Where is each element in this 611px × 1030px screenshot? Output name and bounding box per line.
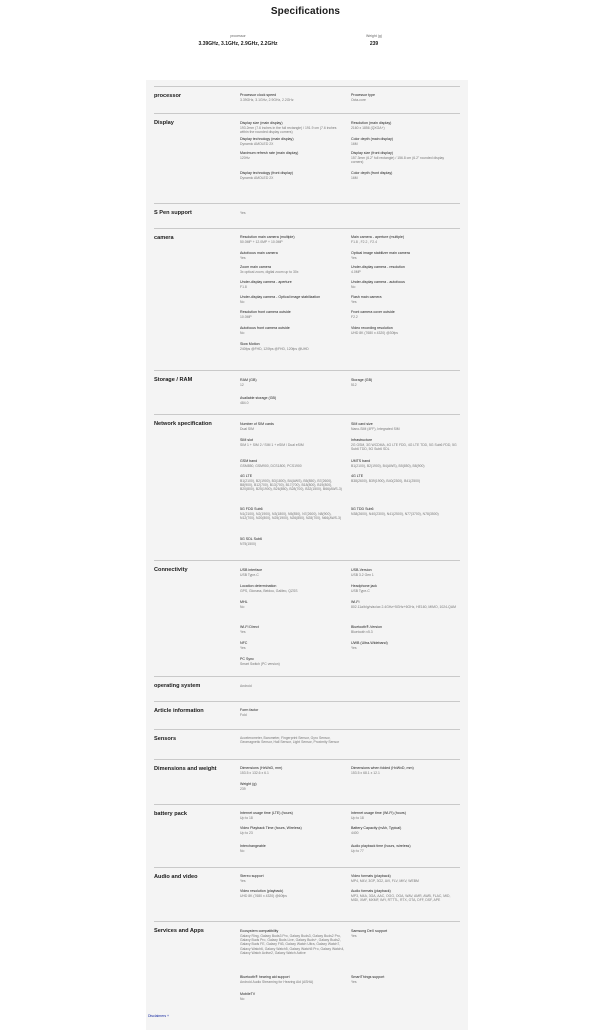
spec-item (240, 584, 346, 593)
spec-value: Dynamic AMOLED 2X (240, 175, 274, 180)
spec-label: Storage (GB) (351, 378, 373, 382)
spec-label: Weight (g) (240, 782, 257, 786)
summary-value: 239 (369, 41, 379, 47)
spec-category (154, 113, 460, 204)
spec-label: Under-display camera - Optical image stabilization (240, 295, 321, 299)
spec-item (351, 251, 457, 260)
spec-value: No (240, 330, 245, 335)
spec-label: Autofocus front camera outside (240, 326, 290, 330)
spec-item (240, 151, 346, 160)
spec-item (240, 600, 346, 609)
spec-label: Wi-Fi Direct (240, 625, 259, 629)
spec-label: Autofocus main camera (240, 251, 278, 255)
spec-label: Color depth (front display) (351, 171, 393, 175)
spec-value: Up to 77 (351, 848, 364, 853)
spec-panel (146, 80, 468, 1030)
spec-value: 50.0MP + 12.0MP + 10.0MP (240, 239, 283, 244)
spec-value: 153.5 x 132.6 x 6.1 (240, 770, 269, 775)
spec-item (240, 929, 346, 956)
spec-value: SIM 1 + SIM 2 / SIM 1 + eSIM / Dual eSIM (240, 442, 304, 447)
spec-item (240, 975, 346, 984)
spec-label: 5G SDL Sub6 (240, 537, 263, 541)
summary-bar (0, 34, 611, 64)
spec-value: Smart Switch (PC version) (240, 661, 280, 666)
spec-category (154, 804, 460, 868)
spec-item (351, 641, 457, 650)
spec-value: USB Type-C (351, 588, 370, 593)
spec-item (240, 171, 346, 180)
spec-item (351, 280, 457, 289)
category-title: Audio and video (154, 874, 198, 880)
spec-item (351, 507, 457, 516)
spec-label: NFC (240, 641, 248, 645)
spec-label: Bluetooth® hearing aid support (240, 975, 290, 979)
spec-label: Slow Motion (240, 342, 260, 346)
spec-label: Dimensions (HxWxD, mm) (240, 766, 283, 770)
spec-item (240, 657, 346, 666)
spec-value: Up to 18 (240, 815, 253, 820)
spec-label: SIM slot (240, 438, 253, 442)
spec-label: Video formats (playback) (351, 874, 391, 878)
spec-label: UWB (Ultra-Wideband) (351, 641, 388, 645)
spec-value: Yes (240, 878, 246, 883)
category-title: Sensors (154, 736, 177, 742)
category-title: Display (154, 120, 174, 126)
spec-label: USB-Version (351, 568, 372, 572)
spec-item (351, 438, 457, 451)
spec-value: 12 (240, 382, 244, 387)
spec-item (351, 584, 457, 593)
category-title: Connectivity (154, 567, 188, 573)
spec-item (240, 251, 346, 260)
spec-value: Android (240, 684, 252, 688)
spec-value: Octa-core (351, 97, 366, 102)
spec-item (240, 736, 346, 745)
spec-value: Up to 23 (240, 830, 253, 835)
spec-category (154, 203, 460, 229)
spec-item (240, 844, 346, 853)
category-title: Storage / RAM (154, 377, 193, 383)
spec-value: Yes (351, 933, 357, 938)
spec-item (240, 211, 346, 215)
spec-item (240, 310, 346, 319)
spec-value: Yes (240, 255, 246, 260)
spec-item (240, 438, 346, 447)
spec-item (240, 378, 346, 387)
spec-value: No (351, 284, 356, 289)
spec-label: 4G LTE (240, 474, 253, 478)
spec-value: Yes (351, 645, 357, 650)
spec-value: UHD 8K (7680 x 4320) @30fps (351, 330, 398, 335)
spec-category (154, 759, 460, 805)
spec-label: Under-display camera - aperture (240, 280, 292, 284)
spec-value: 802.11a/b/g/n/ac/ax 2.4GHz+5GHz+6GHz, HE160, MIMO, 1024-QAM (351, 604, 456, 609)
spec-item (240, 889, 346, 898)
spec-item (351, 625, 457, 634)
spec-label: MobileTV (240, 992, 256, 996)
spec-label: Processor type (351, 93, 375, 97)
spec-value: B1(2100), B2(1900), B3(1800), B4(AWS), B5(850), B7(2600), B8(900), B12(700), B13(700), B17(700), B18(800), B19(800), B20(800), B25(1900), B26(850), B28(700), B32(1500), B66(AWS-3) (240, 478, 342, 492)
spec-item (240, 826, 346, 835)
spec-item (240, 235, 346, 244)
spec-value: No (240, 299, 245, 304)
spec-value: GPS, Glonass, Beidou, Galileo, QZSS (240, 588, 298, 593)
spec-item (351, 137, 457, 146)
spec-label: Ecosystem compatibility (240, 929, 279, 933)
spec-item (240, 507, 346, 520)
spec-label: Interchangeable (240, 844, 266, 848)
spec-value: B1(2100), B2(1900), B4(AWS), B5(850), B8(900) (351, 463, 425, 468)
spec-category (154, 560, 460, 677)
spec-item (351, 151, 457, 164)
spec-label: Video resolution (playback) (240, 889, 284, 893)
spec-item (351, 265, 457, 274)
category-title: Network specification (154, 421, 212, 427)
spec-value: Yes (351, 299, 357, 304)
spec-label: SIM card size (351, 422, 373, 426)
spec-label: Dimensions when folded (HxWxD, mm) (351, 766, 414, 770)
spec-value: MP3, M4A, 3GA, AAC, OGG, OGA, WAV, AMR, AWB, FLAC, MID, MIDI, XMF, MXMF, IMY, RTTTL, RTX, OTA, DFF, DSF, APE (351, 893, 451, 902)
spec-item (240, 708, 346, 717)
spec-category (154, 414, 460, 561)
spec-category (154, 701, 460, 730)
spec-item (240, 766, 346, 775)
spec-label: 5G TDD Sub6 (351, 507, 374, 511)
category-title: Article information (154, 708, 204, 714)
spec-label: Optical image stabilizer main camera (351, 251, 410, 255)
spec-item (240, 537, 346, 546)
spec-value: MP4, M4V, 3GP, 3G2, AVI, FLV, MKV, WEBM (351, 878, 419, 883)
spec-label: PC Sync (240, 657, 254, 661)
spec-item (351, 459, 457, 468)
spec-label: Internet usage time (Wi-Fi) (hours) (351, 811, 406, 815)
spec-label: Front camera cover outside (351, 310, 395, 314)
spec-label: Audio formats (playback) (351, 889, 391, 893)
spec-item (351, 474, 457, 483)
spec-value: Android Audio Streaming for Hearing Aid (ASHA) (240, 979, 314, 984)
spec-value: Yes (351, 979, 357, 984)
spec-label: Resolution front camera outside (240, 310, 291, 314)
spec-item (351, 929, 457, 938)
spec-category (154, 676, 460, 702)
spec-label: Headphone jack (351, 584, 377, 588)
spec-label: Color depth (main display) (351, 137, 393, 141)
spec-value: Accelerometer, Barometer, Fingerprint Sensor, Gyro Sensor, Geomagnetic Sensor, Hall Sensor, Light Sensor, Proximity Sensor (240, 736, 340, 745)
spec-label: Form factor (240, 708, 259, 712)
spec-item (240, 326, 346, 335)
spec-value: 240fps @FHD, 120fps @FHD, 120fps @UHD (240, 346, 309, 351)
spec-label: 5G FDD Sub6 (240, 507, 263, 511)
spec-label: Video recording resolution (351, 326, 393, 330)
spec-value: No (240, 848, 245, 853)
spec-value: 4.0MP (351, 269, 361, 274)
spec-label: Main camera - aperture (multiple) (351, 235, 405, 239)
spec-item (240, 422, 346, 431)
spec-item (240, 295, 346, 304)
spec-item (351, 326, 457, 335)
page-title: Specifications (270, 6, 341, 17)
spec-item (351, 568, 457, 577)
summary-item (314, 34, 434, 48)
spec-value: 3x optical zoom, digital zoom up to 30x (240, 269, 299, 274)
spec-item (240, 625, 346, 634)
spec-item (240, 342, 346, 351)
spec-item (351, 600, 457, 609)
spec-category (154, 86, 460, 114)
spec-value: USB 3.2 Gen 1 (351, 572, 374, 577)
spec-value: Bluetooth v5.3 (351, 629, 373, 634)
category-title: Services and Apps (154, 928, 204, 934)
spec-item (351, 975, 457, 984)
summary-item (178, 34, 298, 48)
spec-value: 484.0 (240, 400, 249, 405)
spec-value: Yes (240, 629, 246, 634)
spec-item (240, 459, 346, 468)
spec-category (154, 228, 460, 371)
spec-value: Yes (240, 211, 246, 215)
spec-label: Display size (main display) (240, 121, 283, 125)
spec-item (351, 844, 457, 853)
spec-label: Stereo support (240, 874, 264, 878)
spec-value: Fold (240, 712, 247, 717)
spec-label: Internet usage time (LTE) (hours) (240, 811, 293, 815)
spec-value: B38(2600), B39(1900), B40(2300), B41(2500) (351, 478, 420, 483)
spec-label: Number of SIM cards (240, 422, 274, 426)
spec-item (240, 396, 346, 405)
spec-item (351, 826, 457, 835)
spec-item (240, 280, 346, 289)
category-title: processor (154, 93, 182, 99)
summary-label: Weight (g) (365, 34, 383, 38)
spec-value: 3.39GHz, 3.1GHz, 2.9GHz, 2.2GHz (240, 97, 294, 102)
spec-item (351, 422, 457, 431)
spec-label: MHL (240, 600, 248, 604)
spec-value: GSM850, GSM900, DCS1800, PCS1900 (240, 463, 302, 468)
spec-value: No (240, 604, 245, 609)
spec-value: N75(1500) (240, 541, 257, 546)
summary-label: processor (230, 34, 246, 38)
spec-label: RAM (GB) (240, 378, 257, 382)
spec-label: Resolution main camera (multiple) (240, 235, 295, 239)
spec-item (240, 121, 346, 134)
spec-category (154, 729, 460, 760)
spec-value: Yes (351, 255, 357, 260)
spec-label: Audio playback time (hours, wireless) (351, 844, 411, 848)
spec-item (240, 265, 346, 274)
spec-value: No (240, 996, 245, 1001)
spec-value: N38(2600), N40(2300), N41(2500), N77(3700), N78(3500) (351, 511, 439, 516)
spec-value: F1.8 (240, 284, 247, 289)
spec-label: Video Playback Time (hours, Wireless) (240, 826, 302, 830)
spec-item (240, 641, 346, 650)
spec-item (240, 137, 346, 146)
spec-label: GSM band (240, 459, 258, 463)
spec-value: 193.2mm (7.6 inches in the full rectangle) / 191.9 cm (7.6 inches within the rounded display corners) (240, 125, 337, 134)
spec-item (240, 568, 346, 577)
spec-category (154, 370, 460, 415)
spec-label: Under-display camera - autofocus (351, 280, 405, 284)
spec-value: Yes (240, 645, 246, 650)
spec-item (240, 992, 346, 1001)
spec-item (351, 811, 457, 820)
spec-value: 239 (240, 786, 246, 791)
spec-label: Resolution (main display) (351, 121, 392, 125)
spec-label: UMTS band (351, 459, 371, 463)
spec-value: 4400 (351, 830, 359, 835)
spec-item (240, 874, 346, 883)
spec-value: 2160 x 1856 (QXGA+) (351, 125, 385, 130)
spec-item (240, 93, 346, 102)
spec-value: 16M (351, 175, 358, 180)
spec-item (240, 782, 346, 791)
spec-label: Flash main camera (351, 295, 382, 299)
summary-value: 3.39GHz, 3.1GHz, 2.9GHz, 2.2GHz (198, 41, 278, 47)
spec-value: Galaxy Ring, Galaxy Buds3 Pro, Galaxy Buds3, Galaxy Buds2 Pro, Galaxy Buds Pro, Galaxy Buds Live, Galaxy Buds+, Galaxy Buds2, Galaxy Buds FE, Galaxy Fit3, Galaxy Watch Ultra, Galaxy Watch7, Galaxy Watch6, Galaxy Watch5, Galaxy Watch5 Pro, Galaxy Watch4, Galaxy Watch Active2, Galaxy Watch Active (240, 933, 345, 956)
spec-label: SmartThings support (351, 975, 385, 979)
spec-value: 153.5 x 68.1 x 12.1 (351, 770, 380, 775)
category-title: camera (154, 235, 174, 241)
spec-item (351, 874, 457, 883)
category-title: battery pack (154, 811, 187, 817)
spec-item (240, 684, 346, 688)
spec-category (154, 867, 460, 922)
spec-value: 10.0MP (240, 314, 252, 319)
spec-label: Samsung DeX support (351, 929, 388, 933)
category-title: operating system (154, 683, 201, 689)
spec-item (351, 235, 457, 244)
spec-value: 16M (351, 141, 358, 146)
spec-item (351, 93, 457, 102)
spec-item (351, 889, 457, 902)
spec-value: 157.3mm (6.2" full rectangle) / 156.8 cm (6.2" rounded display corners) (351, 155, 445, 164)
spec-value: Up to 18 (351, 815, 364, 820)
spec-label: 4G LTE (351, 474, 364, 478)
spec-label: Bluetooth®-Version (351, 625, 383, 629)
spec-label: Display size (front display) (351, 151, 393, 155)
spec-value: N1(2100), N2(1900), N3(1800), N5(850), N7(2600), N8(900), N12(700), N20(800), N25(1900), N26(850), N28(700), N66(AWS-3) (240, 511, 342, 520)
spec-category (154, 921, 460, 1017)
spec-value: 120Hz (240, 155, 250, 160)
spec-value: Nano-SIM (4FF), Integrated SIM (351, 426, 400, 431)
spec-label: Processor clock speed (240, 93, 277, 97)
spec-value: Dynamic AMOLED 2X (240, 141, 274, 146)
spec-item (351, 378, 457, 387)
spec-item (240, 474, 346, 492)
spec-label: Location determination (240, 584, 277, 588)
spec-item (351, 310, 457, 319)
spec-label: Available storage (GB) (240, 396, 277, 400)
spec-item (351, 121, 457, 130)
spec-label: USB interface (240, 568, 263, 572)
footnote-link[interactable]: Disclaimers + (148, 1014, 170, 1018)
spec-label: Battery Capacity (mAh, Typical) (351, 826, 402, 830)
spec-item (240, 811, 346, 820)
spec-label: Maximum refresh rate (main display) (240, 151, 299, 155)
spec-value: 512 (351, 382, 357, 387)
spec-label: Wi-Fi (351, 600, 360, 604)
spec-value: Dual SIM (240, 426, 254, 431)
spec-label: Display technology (front display) (240, 171, 293, 175)
spec-value: USB Type-C (240, 572, 259, 577)
spec-value: F1.8 , F2.2 , F2.4 (351, 239, 378, 244)
spec-value: F2.2 (351, 314, 358, 319)
spec-item (351, 766, 457, 775)
spec-label: Under-display camera - resolution (351, 265, 405, 269)
spec-label: Display technology (main display) (240, 137, 294, 141)
spec-item (351, 171, 457, 180)
spec-value: 2G GSM, 3G WCDMA, 4G LTE FDD, 4G LTE TDD, 5G Sub6 FDD, 5G Sub6 TDD, 5G Sub6 SDL (351, 442, 457, 451)
spec-label: Zoom main camera (240, 265, 271, 269)
category-title: Dimensions and weight (154, 766, 217, 772)
spec-label: Infrastructure (351, 438, 373, 442)
spec-value: UHD 8K (7680 x 4320) @60fps (240, 893, 287, 898)
category-title: S Pen support (154, 210, 192, 216)
spec-item (351, 295, 457, 304)
